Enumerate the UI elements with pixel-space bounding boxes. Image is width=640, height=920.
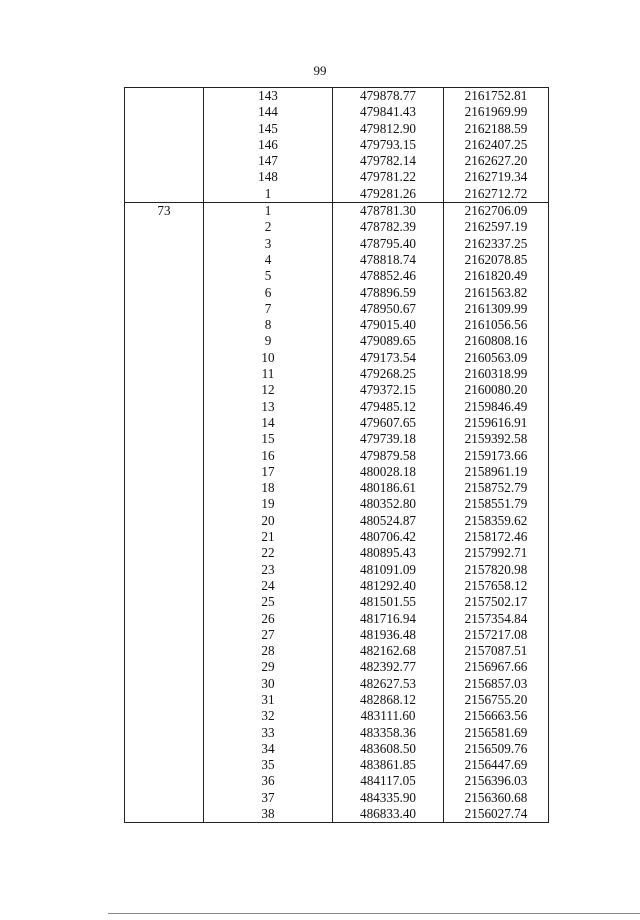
- x-coordinate-cell: 483608.50: [333, 741, 444, 757]
- x-coordinate-cell: 479485.12: [333, 399, 444, 415]
- y-coordinate-cell: 2156027.74: [444, 806, 549, 823]
- coordinates-table: [124, 87, 549, 823]
- y-coordinate-cell: 2161820.49: [444, 268, 549, 284]
- y-coordinate-cell: 2159846.49: [444, 399, 549, 415]
- table-row: [125, 578, 549, 594]
- x-coordinate-cell: 483358.36: [333, 725, 444, 741]
- table-row: [125, 611, 549, 627]
- x-coordinate-cell: 484117.05: [333, 773, 444, 789]
- block-number-cell: [125, 219, 204, 235]
- table-row: [125, 741, 549, 757]
- table-row: [125, 627, 549, 643]
- block-number-cell: [125, 236, 204, 252]
- block-number-cell: [125, 529, 204, 545]
- point-number-cell: 2: [204, 219, 333, 235]
- block-number-cell: [125, 643, 204, 659]
- block-number-cell: [125, 741, 204, 757]
- table-row: [125, 790, 549, 806]
- table-row: [125, 708, 549, 724]
- y-coordinate-cell: 2156967.66: [444, 659, 549, 675]
- point-number-cell: 16: [204, 448, 333, 464]
- table-row: [125, 121, 549, 137]
- x-coordinate-cell: 480352.80: [333, 496, 444, 512]
- x-coordinate-cell: 481716.94: [333, 611, 444, 627]
- table-row: [125, 382, 549, 398]
- point-number-cell: 30: [204, 676, 333, 692]
- y-coordinate-cell: 2161969.99: [444, 104, 549, 120]
- y-coordinate-cell: 2161752.81: [444, 88, 549, 105]
- y-coordinate-cell: 2156360.68: [444, 790, 549, 806]
- x-coordinate-cell: 483111.60: [333, 708, 444, 724]
- y-coordinate-cell: 2156509.76: [444, 741, 549, 757]
- table-row: [125, 513, 549, 529]
- x-coordinate-cell: 478852.46: [333, 268, 444, 284]
- block-number-cell: [125, 496, 204, 512]
- block-number-cell: [125, 382, 204, 398]
- scan-edge-line: [108, 913, 640, 914]
- point-number-cell: 10: [204, 350, 333, 366]
- block-number-cell: [125, 659, 204, 675]
- table-row: [125, 169, 549, 185]
- table-row: [125, 529, 549, 545]
- x-coordinate-cell: 481091.09: [333, 562, 444, 578]
- table-row: [125, 317, 549, 333]
- point-number-cell: 26: [204, 611, 333, 627]
- x-coordinate-cell: 482162.68: [333, 643, 444, 659]
- block-number-cell: [125, 448, 204, 464]
- table-row: [125, 88, 549, 105]
- y-coordinate-cell: 2158172.46: [444, 529, 549, 545]
- table-row: [125, 186, 549, 203]
- table-row: [125, 757, 549, 773]
- block-number-cell: [125, 285, 204, 301]
- y-coordinate-cell: 2162597.19: [444, 219, 549, 235]
- y-coordinate-cell: 2156581.69: [444, 725, 549, 741]
- x-coordinate-cell: 479372.15: [333, 382, 444, 398]
- block-number-cell: 73: [125, 203, 204, 220]
- x-coordinate-cell: 478781.30: [333, 203, 444, 220]
- y-coordinate-cell: 2157820.98: [444, 562, 549, 578]
- x-coordinate-cell: 479739.18: [333, 431, 444, 447]
- block-number-cell: [125, 545, 204, 561]
- table-row: [125, 285, 549, 301]
- block-number-cell: [125, 578, 204, 594]
- point-number-cell: 29: [204, 659, 333, 675]
- x-coordinate-cell: 478782.39: [333, 219, 444, 235]
- point-number-cell: 9: [204, 333, 333, 349]
- point-number-cell: 21: [204, 529, 333, 545]
- block-number-cell: [125, 725, 204, 741]
- y-coordinate-cell: 2157992.71: [444, 545, 549, 561]
- y-coordinate-cell: 2162407.25: [444, 137, 549, 153]
- point-number-cell: 147: [204, 153, 333, 169]
- block-number-cell: [125, 464, 204, 480]
- x-coordinate-cell: 481292.40: [333, 578, 444, 594]
- point-number-cell: 4: [204, 252, 333, 268]
- block-number-cell: [125, 611, 204, 627]
- y-coordinate-cell: 2157658.12: [444, 578, 549, 594]
- point-number-cell: 32: [204, 708, 333, 724]
- block-number-cell: [125, 333, 204, 349]
- point-number-cell: 17: [204, 464, 333, 480]
- point-number-cell: 14: [204, 415, 333, 431]
- x-coordinate-cell: 479793.15: [333, 137, 444, 153]
- point-number-cell: 143: [204, 88, 333, 105]
- x-coordinate-cell: 483861.85: [333, 757, 444, 773]
- x-coordinate-cell: 479812.90: [333, 121, 444, 137]
- block-number-cell: [125, 301, 204, 317]
- table-row: [125, 219, 549, 235]
- point-number-cell: 36: [204, 773, 333, 789]
- table-row: [125, 480, 549, 496]
- point-number-cell: 31: [204, 692, 333, 708]
- point-number-cell: 28: [204, 643, 333, 659]
- point-number-cell: 20: [204, 513, 333, 529]
- y-coordinate-cell: 2156857.03: [444, 676, 549, 692]
- table-row: [125, 562, 549, 578]
- table-row: [125, 692, 549, 708]
- block-number-cell: [125, 676, 204, 692]
- block-number-cell: [125, 268, 204, 284]
- x-coordinate-cell: 481501.55: [333, 594, 444, 610]
- table-row: [125, 594, 549, 610]
- block-number-cell: [125, 790, 204, 806]
- block-number-cell: [125, 594, 204, 610]
- block-number-cell: [125, 169, 204, 185]
- x-coordinate-cell: 480524.87: [333, 513, 444, 529]
- x-coordinate-cell: 478950.67: [333, 301, 444, 317]
- x-coordinate-cell: 479015.40: [333, 317, 444, 333]
- block-number-cell: [125, 773, 204, 789]
- x-coordinate-cell: 478896.59: [333, 285, 444, 301]
- point-number-cell: 12: [204, 382, 333, 398]
- y-coordinate-cell: 2162706.09: [444, 203, 549, 220]
- table-row: [125, 153, 549, 169]
- x-coordinate-cell: 478795.40: [333, 236, 444, 252]
- y-coordinate-cell: 2157217.08: [444, 627, 549, 643]
- block-number-cell: [125, 153, 204, 169]
- x-coordinate-cell: 479879.58: [333, 448, 444, 464]
- table-row: [125, 496, 549, 512]
- x-coordinate-cell: 480706.42: [333, 529, 444, 545]
- point-number-cell: 148: [204, 169, 333, 185]
- y-coordinate-cell: 2156755.20: [444, 692, 549, 708]
- table-row: [125, 399, 549, 415]
- x-coordinate-cell: 479089.65: [333, 333, 444, 349]
- y-coordinate-cell: 2160808.16: [444, 333, 549, 349]
- y-coordinate-cell: 2158752.79: [444, 480, 549, 496]
- table-row: [125, 104, 549, 120]
- y-coordinate-cell: 2162627.20: [444, 153, 549, 169]
- table-row: [125, 137, 549, 153]
- block-number-cell: [125, 480, 204, 496]
- point-number-cell: 37: [204, 790, 333, 806]
- coordinates-table-body: [125, 88, 549, 823]
- block-number-cell: [125, 513, 204, 529]
- point-number-cell: 13: [204, 399, 333, 415]
- table-row: [125, 268, 549, 284]
- y-coordinate-cell: 2162337.25: [444, 236, 549, 252]
- point-number-cell: 11: [204, 366, 333, 382]
- x-coordinate-cell: 486833.40: [333, 806, 444, 823]
- x-coordinate-cell: 479607.65: [333, 415, 444, 431]
- table-row: [125, 725, 549, 741]
- table-row: [125, 659, 549, 675]
- block-number-cell: [125, 415, 204, 431]
- y-coordinate-cell: 2161309.99: [444, 301, 549, 317]
- point-number-cell: 15: [204, 431, 333, 447]
- x-coordinate-cell: 478818.74: [333, 252, 444, 268]
- page-number: 99: [313, 63, 327, 78]
- y-coordinate-cell: 2158961.19: [444, 464, 549, 480]
- block-number-cell: [125, 757, 204, 773]
- table-row: [125, 252, 549, 268]
- table-row: [125, 301, 549, 317]
- table-row: [125, 676, 549, 692]
- x-coordinate-cell: 484335.90: [333, 790, 444, 806]
- table-row: [125, 643, 549, 659]
- point-number-cell: 25: [204, 594, 333, 610]
- y-coordinate-cell: 2156663.56: [444, 708, 549, 724]
- y-coordinate-cell: 2157354.84: [444, 611, 549, 627]
- block-number-cell: [125, 692, 204, 708]
- point-number-cell: 33: [204, 725, 333, 741]
- y-coordinate-cell: 2162188.59: [444, 121, 549, 137]
- x-coordinate-cell: 479173.54: [333, 350, 444, 366]
- table-row: [125, 350, 549, 366]
- y-coordinate-cell: 2162719.34: [444, 169, 549, 185]
- x-coordinate-cell: 480028.18: [333, 464, 444, 480]
- table-row: [125, 545, 549, 561]
- x-coordinate-cell: 479268.25: [333, 366, 444, 382]
- y-coordinate-cell: 2161563.82: [444, 285, 549, 301]
- x-coordinate-cell: 479878.77: [333, 88, 444, 105]
- y-coordinate-cell: 2156396.03: [444, 773, 549, 789]
- table-row: [125, 464, 549, 480]
- table-row: [125, 236, 549, 252]
- block-number-cell: [125, 562, 204, 578]
- block-number-cell: [125, 627, 204, 643]
- point-number-cell: 22: [204, 545, 333, 561]
- point-number-cell: 145: [204, 121, 333, 137]
- table-row: [125, 415, 549, 431]
- point-number-cell: 3: [204, 236, 333, 252]
- point-number-cell: 38: [204, 806, 333, 823]
- point-number-cell: 18: [204, 480, 333, 496]
- block-number-cell: [125, 399, 204, 415]
- point-number-cell: 1: [204, 186, 333, 203]
- point-number-cell: 27: [204, 627, 333, 643]
- table-row: [125, 773, 549, 789]
- block-number-cell: [125, 121, 204, 137]
- x-coordinate-cell: 479781.22: [333, 169, 444, 185]
- y-coordinate-cell: 2160318.99: [444, 366, 549, 382]
- y-coordinate-cell: 2160563.09: [444, 350, 549, 366]
- x-coordinate-cell: 479841.43: [333, 104, 444, 120]
- y-coordinate-cell: 2159616.91: [444, 415, 549, 431]
- block-number-cell: [125, 350, 204, 366]
- x-coordinate-cell: 482627.53: [333, 676, 444, 692]
- point-number-cell: 34: [204, 741, 333, 757]
- point-number-cell: 23: [204, 562, 333, 578]
- coordinates-table-container: [124, 87, 549, 823]
- y-coordinate-cell: 2157087.51: [444, 643, 549, 659]
- block-number-cell: [125, 317, 204, 333]
- point-number-cell: 1: [204, 203, 333, 220]
- point-number-cell: 19: [204, 496, 333, 512]
- y-coordinate-cell: 2158359.62: [444, 513, 549, 529]
- table-row: [125, 203, 549, 220]
- x-coordinate-cell: 482392.77: [333, 659, 444, 675]
- x-coordinate-cell: 482868.12: [333, 692, 444, 708]
- y-coordinate-cell: 2157502.17: [444, 594, 549, 610]
- point-number-cell: 5: [204, 268, 333, 284]
- block-number-cell: [125, 104, 204, 120]
- y-coordinate-cell: 2159392.58: [444, 431, 549, 447]
- x-coordinate-cell: 479281.26: [333, 186, 444, 203]
- point-number-cell: 146: [204, 137, 333, 153]
- block-number-cell: [125, 88, 204, 105]
- block-number-cell: [125, 366, 204, 382]
- point-number-cell: 8: [204, 317, 333, 333]
- block-number-cell: [125, 186, 204, 203]
- x-coordinate-cell: 480895.43: [333, 545, 444, 561]
- table-row: [125, 333, 549, 349]
- table-row: [125, 448, 549, 464]
- block-number-cell: [125, 431, 204, 447]
- point-number-cell: 7: [204, 301, 333, 317]
- block-number-cell: [125, 708, 204, 724]
- y-coordinate-cell: 2156447.69: [444, 757, 549, 773]
- block-number-cell: [125, 806, 204, 823]
- y-coordinate-cell: 2162712.72: [444, 186, 549, 203]
- x-coordinate-cell: 480186.61: [333, 480, 444, 496]
- table-row: [125, 431, 549, 447]
- y-coordinate-cell: 2160080.20: [444, 382, 549, 398]
- table-row: [125, 366, 549, 382]
- y-coordinate-cell: 2158551.79: [444, 496, 549, 512]
- point-number-cell: 6: [204, 285, 333, 301]
- y-coordinate-cell: 2161056.56: [444, 317, 549, 333]
- point-number-cell: 144: [204, 104, 333, 120]
- block-number-cell: [125, 252, 204, 268]
- x-coordinate-cell: 481936.48: [333, 627, 444, 643]
- y-coordinate-cell: 2162078.85: [444, 252, 549, 268]
- point-number-cell: 24: [204, 578, 333, 594]
- block-number-cell: [125, 137, 204, 153]
- x-coordinate-cell: 479782.14: [333, 153, 444, 169]
- point-number-cell: 35: [204, 757, 333, 773]
- y-coordinate-cell: 2159173.66: [444, 448, 549, 464]
- table-row: [125, 806, 549, 823]
